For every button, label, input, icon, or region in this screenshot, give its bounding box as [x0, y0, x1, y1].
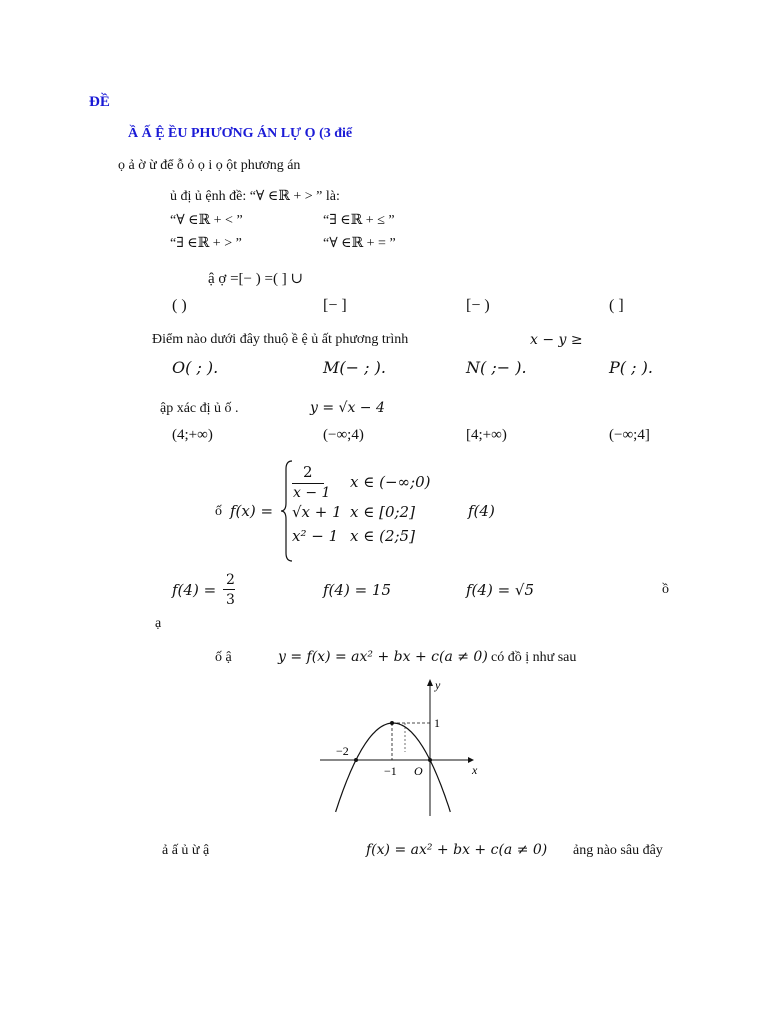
x-axis-label: x [472, 763, 478, 777]
q5-option-a-numerator: 2 [226, 572, 235, 588]
tick-label-neg1: −1 [384, 764, 397, 778]
q4-option-c: [4;+∞) [466, 427, 507, 443]
q1-stem: ủ đị ủ ệnh đề: “∀ ∈ℝ + > ” là: [170, 189, 340, 204]
q5-case1-fraction-bar [292, 483, 324, 484]
q5-ask: f(4) [468, 502, 495, 520]
q5-option-a-denominator: 3 [226, 592, 235, 608]
q2-stem: ậ ợ =[− ) =( ] ∪ [208, 271, 304, 287]
section-heading: Ầ Ấ Ệ ỀU PHƯƠNG ÁN LỰ Ọ (3 điể [128, 126, 353, 141]
q3-option-b: M(− ; ). [323, 358, 386, 377]
q5-case2-expression: √x + 1 [292, 503, 342, 521]
q5-option-d: ồ [662, 582, 669, 597]
root-point-neg2 [354, 758, 358, 762]
q5-case1-domain: x ∈ (−∞;0) [350, 473, 431, 491]
q5-case3-domain: x ∈ (2;5] [350, 527, 415, 545]
vertex-point [390, 721, 394, 725]
q5-tail: ạ [155, 616, 162, 631]
q3-inequality: x − y ≥ [530, 332, 583, 348]
q1-option-d: “∀ ∈ℝ + = ” [323, 236, 396, 251]
q3-option-c: N( ;− ). [466, 358, 527, 377]
q5-option-b: f(4) = 15 [323, 581, 391, 599]
y-axis-label: y [435, 678, 441, 692]
q5-lead: ố [215, 504, 222, 519]
tick-label-neg2: −2 [336, 744, 349, 758]
q5-option-a-fraction-bar [223, 589, 235, 590]
q2-option-b: [− ] [323, 297, 347, 314]
q4-option-d: (−∞;4] [609, 427, 650, 443]
q2-option-c: [− ) [466, 297, 490, 314]
q2-option-a: ( ) [172, 297, 187, 314]
origin-label: O [414, 764, 423, 778]
q5-fx: f(x) = [230, 502, 274, 520]
q4-option-b: (−∞;4) [323, 427, 364, 443]
q7-tail: ảng nào sâu đây [573, 843, 663, 858]
y-axis-arrow [427, 679, 433, 686]
root-point-origin [428, 758, 432, 762]
q5-option-c: f(4) = √5 [466, 581, 535, 599]
q1-option-c: “∃ ∈ℝ + > ” [170, 236, 242, 251]
exam-heading: ĐỀ [89, 94, 110, 110]
q6-tail: có đồ ị như sau [491, 650, 577, 665]
q5-case2-domain: x ∈ [0;2] [350, 503, 415, 521]
q5-option-a-lhs: f(4) = [172, 581, 217, 599]
instructions: ọ ả ờ ừ để ỗ ỏ ọ i ọ ột phương án [118, 158, 301, 173]
q6-function: y = f(x) = ax² + bx + c(a ≠ 0) [278, 649, 488, 665]
q5-case3-expression: x² − 1 [292, 527, 339, 545]
q3-stem: Điểm nào dưới đây thuộ ề ệ ủ ất phương trình [152, 332, 409, 347]
q7-function: f(x) = ax² + bx + c(a ≠ 0) [366, 842, 548, 858]
q1-option-a: “∀ ∈ℝ + < ” [170, 213, 243, 228]
q5-case1-denominator: x − 1 [293, 485, 331, 501]
q5-case1-numerator: 2 [303, 463, 313, 481]
tick-label-1: 1 [434, 716, 440, 730]
q2-option-d: ( ] [609, 297, 624, 314]
q1-option-b: “∃ ∈ℝ + ≤ ” [323, 213, 395, 228]
q3-option-d: P( ; ). [609, 358, 653, 377]
q4-stem: ập xác đị ủ ố . [160, 401, 239, 416]
parabola-graph [318, 676, 480, 818]
q3-option-a: O( ; ). [172, 358, 219, 377]
q4-function: y = √x − 4 [310, 400, 385, 416]
q7-lead: ả ấ ủ ừ ậ [162, 843, 210, 858]
q6-lead: ố ậ [215, 650, 232, 665]
q4-option-a: (4;+∞) [172, 427, 213, 443]
